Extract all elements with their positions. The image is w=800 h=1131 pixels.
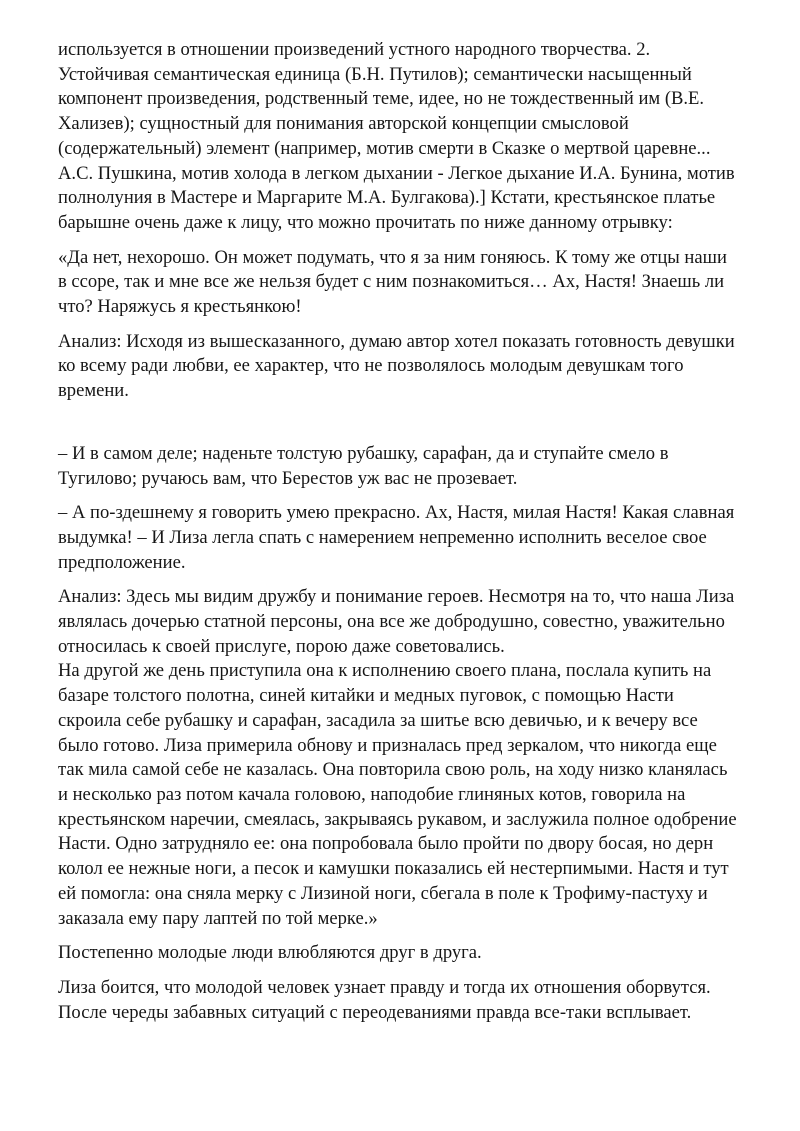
paragraph-analysis-2: Анализ: Здесь мы видим дружбу и понимание героев. Несмотря на то, что наша Лиза являлась дочерью статной персоны, она все же добродушно, совестно, уважительно относилась к своей прислуге, порою даже советовались. (58, 586, 735, 657)
paragraph-dialogue-2: – А по-здешнему я говорить умею прекрасно. Ах, Настя, милая Настя! Какая славная выдумка! – И Лиза легла спать с намерением непременно исполнить веселое свое предположение. (58, 502, 735, 573)
paragraph-love: Постепенно молодые люди влюбляются друг в друга. (58, 942, 482, 964)
paragraph-truth: Лиза боится, что молодой человек узнает правду и тогда их отношения оборвутся. После череды забавных ситуаций с переодеваниями правда все-таки всплывает. (58, 976, 711, 1023)
paragraph-quote-continuation: На другой же день приступила она к исполнению своего плана, послала купить на базаре толстого полотна, синей китайки и медных пуговок, с помощью Насти скроила себе рубашку и сарафан, засадила за шитье всю девичью, и к вечеру все было готово. Лиза примерила обнову и призналась пред зеркалом, что никогда еще так мила самой себе не казалась. Она повторила свою роль, на ходу низко кланялась и несколько раз потом качала головою, наподобие глиняных котов, говорила на крестьянском наречии, смеялась, закрываясь рукавом, и заслужила полное одобрение Насти. Одно затрудняло ее: она попробовала было пройти по двору босая, но дерн колол ее нежные ноги, а песок и камушки показались ей нестерпимыми. Настя и тут ей помогла: она сняла мерку с Лизиной ноги, сбегала в поле к Трофиму-пастуху и заказала ему пару лаптей по той мерке.» (58, 660, 737, 929)
paragraph-dialogue-1: – И в самом деле; наденьте толстую рубашку, сарафан, да и ступайте смело в Тугилово; ручаюсь вам, что Берестов уж вас не прозевает. (58, 442, 669, 489)
paragraph-analysis-1: Анализ: Исходя из вышесказанного, думаю автор хотел показать готовность девушки ко всему ради любви, ее характер, что не позволялось молодым девушкам того времени. (58, 330, 735, 402)
paragraph-quote-start: «Да нет, нехорошо. Он может подумать, что я за ним гоняюсь. К тому же отцы наши в ссоре, так и мне все же нельзя будет с ним познакомиться… Ах, Настя! Знаешь ли что? Наряжусь я крестьянкою! (58, 246, 727, 318)
paragraph-motif-definition: используется в отношении произведений устного народного творчества. 2. Устойчивая семантическая единица (Б.Н. Путилов); семантически насыщенный компонент произведения, родственный теме, идее, но не тождественный им (В.Е. Хализев); сущностный для понимания авторской концепции смысловой (содержательный) элемент (например, мотив смерти в Сказке о мертвой царевне... А.С. Пушкина, мотив холода в легком дыхании - Легкое дыхание И.А. Бунина, мотив полнолуния в Мастере и Маргарите М.А. Булгакова).] Кстати, крестьянское платье барышне очень даже к лицу, что можно прочитать по ниже данному отрывку: (58, 39, 735, 233)
